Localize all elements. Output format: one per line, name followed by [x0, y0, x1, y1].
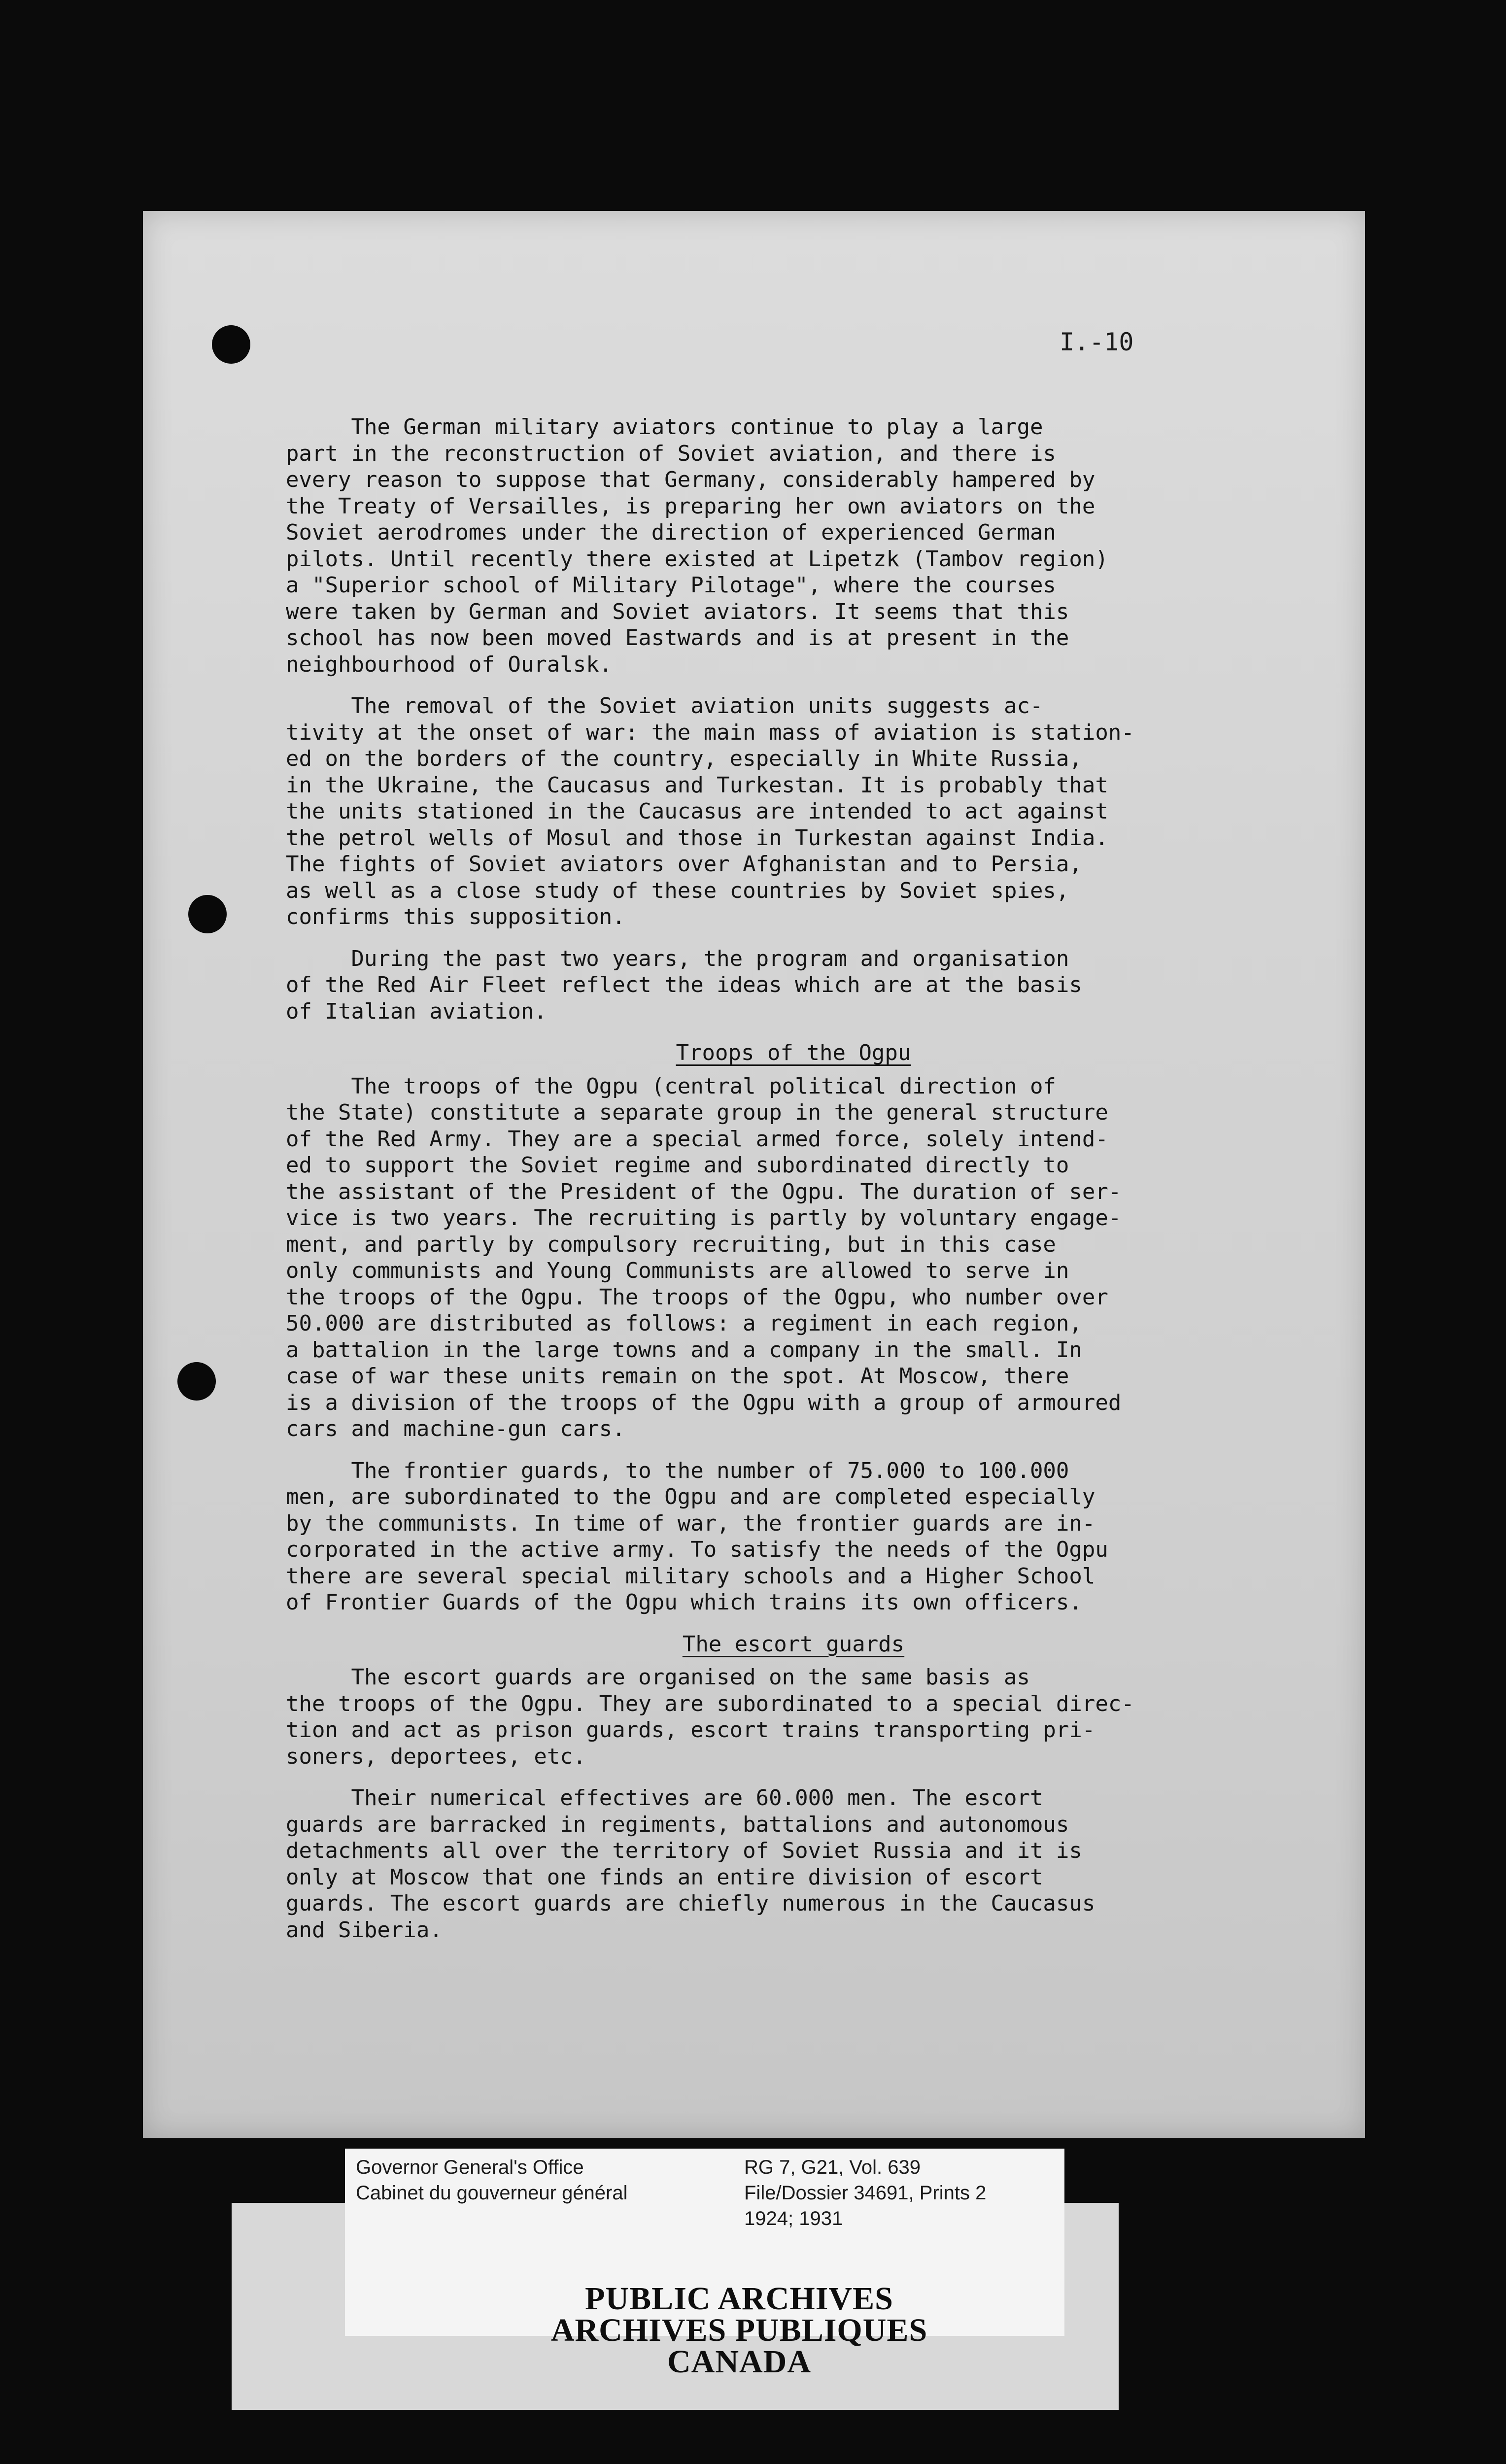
punch-hole-middle: [188, 895, 227, 933]
text-line: 50.000 are distributed as follows: a regiment in each region,: [286, 1311, 1082, 1336]
text-line: of the Red Army. They are a special armed force, solely intend-: [286, 1126, 1108, 1152]
label-office-fr: Cabinet du gouverneur général: [356, 2182, 628, 2204]
label-reference: RG 7, G21, Vol. 639: [744, 2156, 921, 2178]
escort-section: [286, 1664, 1301, 1943]
text-line: ment, and partly by compulsory recruiting, but in this case: [286, 1232, 1056, 1257]
text-line: case of war these units remain on the spot. At Moscow, there: [286, 1364, 1069, 1389]
text-line: men, are subordinated to the Ogpu and are completed especially: [286, 1484, 1095, 1509]
punch-hole-bottom: [177, 1362, 216, 1401]
text-line: The German military aviators continue to play a large: [286, 414, 1043, 440]
stamp-public-archives: PUBLIC ARCHIVES: [585, 2281, 893, 2317]
punch-hole-top: [212, 325, 250, 364]
text-line: only communists and Young Communists are allowed to serve in: [286, 1258, 1069, 1283]
text-line: were taken by German and Soviet aviators. It seems that this: [286, 599, 1069, 624]
paragraph: [286, 1458, 1301, 1616]
text-line: The troops of the Ogpu (central political direction of: [286, 1073, 1056, 1099]
text-line: a "Superior school of Military Pilotage", where the courses: [286, 573, 1056, 598]
text-line: as well as a close study of these countries by Soviet spies,: [286, 878, 1069, 903]
label-office-en: Governor General's Office: [356, 2156, 584, 2178]
text-line: During the past two years, the program and organisation: [286, 946, 1069, 971]
text-line: the troops of the Ogpu. The troops of the Ogpu, who number over: [286, 1284, 1108, 1310]
text-line: and Siberia.: [286, 1917, 443, 1943]
text-line: tion and act as prison guards, escort trains transporting pri-: [286, 1717, 1095, 1743]
text-line: tivity at the onset of war: the main mass of aviation is station-: [286, 719, 1134, 745]
text-line: The fights of Soviet aviators over Afghanistan and to Persia,: [286, 852, 1082, 877]
text-line: detachments all over the territory of Soviet Russia and it is: [286, 1838, 1082, 1863]
text-line: The removal of the Soviet aviation units suggests ac-: [286, 693, 1043, 719]
text-line: neighbourhood of Ouralsk.: [286, 651, 613, 677]
text-line: Soviet aerodromes under the direction of experienced German: [286, 520, 1056, 545]
text-line: guards. The escort guards are chiefly numerous in the Caucasus: [286, 1891, 1095, 1916]
stamp-archives-publiques: ARCHIVES PUBLIQUES: [550, 2312, 928, 2348]
aviation-section: [286, 414, 1301, 1025]
text-line: ed on the borders of the country, especially in White Russia,: [286, 746, 1082, 771]
paragraph: [286, 693, 1301, 930]
text-line: part in the reconstruction of Soviet aviation, and there is: [286, 441, 1056, 466]
paragraph: [286, 946, 1301, 1025]
heading-escort-guards: The escort guards: [682, 1631, 905, 1657]
text-line: corporated in the active army. To satisfy the needs of the Ogpu: [286, 1537, 1108, 1562]
text-line: Their numerical effectives are 60.000 men. The escort: [286, 1785, 1043, 1811]
text-line: of the Red Air Fleet reflect the ideas which are at the basis: [286, 972, 1082, 997]
text-line: The escort guards are organised on the same basis as: [286, 1665, 1030, 1690]
text-line: every reason to suppose that Germany, considerably hampered by: [286, 467, 1095, 492]
text-line: vice is two years. The recruiting is partly by voluntary engage-: [286, 1205, 1122, 1231]
text-line: confirms this supposition.: [286, 904, 625, 929]
text-line: is a division of the troops of the Ogpu with a group of armoured: [286, 1390, 1122, 1415]
text-line: the Treaty of Versailles, is preparing her own aviators on the: [286, 493, 1095, 519]
text-line: a battalion in the large towns and a company in the small. In: [286, 1337, 1082, 1363]
stamp-canada: CANADA: [667, 2344, 811, 2380]
document-body: [286, 414, 1301, 1958]
text-line: the troops of the Ogpu. They are subordinated to a special direc-: [286, 1691, 1134, 1716]
text-line: the petrol wells of Mosul and those in Turkestan against India.: [286, 825, 1108, 851]
paragraph: [286, 1664, 1301, 1770]
paragraph: [286, 414, 1301, 678]
text-line: soners, deportees, etc.: [286, 1744, 586, 1769]
paragraph: [286, 1785, 1301, 1943]
text-line: the units stationed in the Caucasus are intended to act against: [286, 799, 1108, 824]
label-file: File/Dossier 34691, Prints 2: [744, 2182, 987, 2204]
text-line: school has now been moved Eastwards and is at present in the: [286, 625, 1069, 650]
text-line: The frontier guards, to the number of 75.000 to 100.000: [286, 1458, 1069, 1483]
heading-troops-ogpu: Troops of the Ogpu: [676, 1040, 911, 1065]
text-line: pilots. Until recently there existed at Lipetzk (Tambov region): [286, 546, 1108, 572]
text-line: there are several special military schools and a Higher School: [286, 1563, 1095, 1589]
text-line: only at Moscow that one finds an entire division of escort: [286, 1864, 1043, 1890]
page-number: I.-10: [1060, 328, 1134, 356]
text-line: cars and machine-gun cars.: [286, 1416, 625, 1441]
text-line: of Italian aviation.: [286, 998, 547, 1024]
text-line: ed to support the Soviet regime and subordinated directly to: [286, 1153, 1069, 1178]
text-line: in the Ukraine, the Caucasus and Turkestan. It is probably that: [286, 772, 1108, 798]
text-line: by the communists. In time of war, the frontier guards are in-: [286, 1510, 1095, 1536]
paragraph: [286, 1073, 1301, 1442]
text-line: the State) constitute a separate group in the general structure: [286, 1100, 1108, 1125]
text-line: the assistant of the President of the Ogpu. The duration of ser-: [286, 1179, 1122, 1204]
ogpu-section: [286, 1073, 1301, 1616]
text-line: of Frontier Guards of the Ogpu which trains its own officers.: [286, 1590, 1082, 1615]
label-dates: 1924; 1931: [744, 2208, 843, 2229]
text-line: guards are barracked in regiments, battalions and autonomous: [286, 1812, 1069, 1837]
